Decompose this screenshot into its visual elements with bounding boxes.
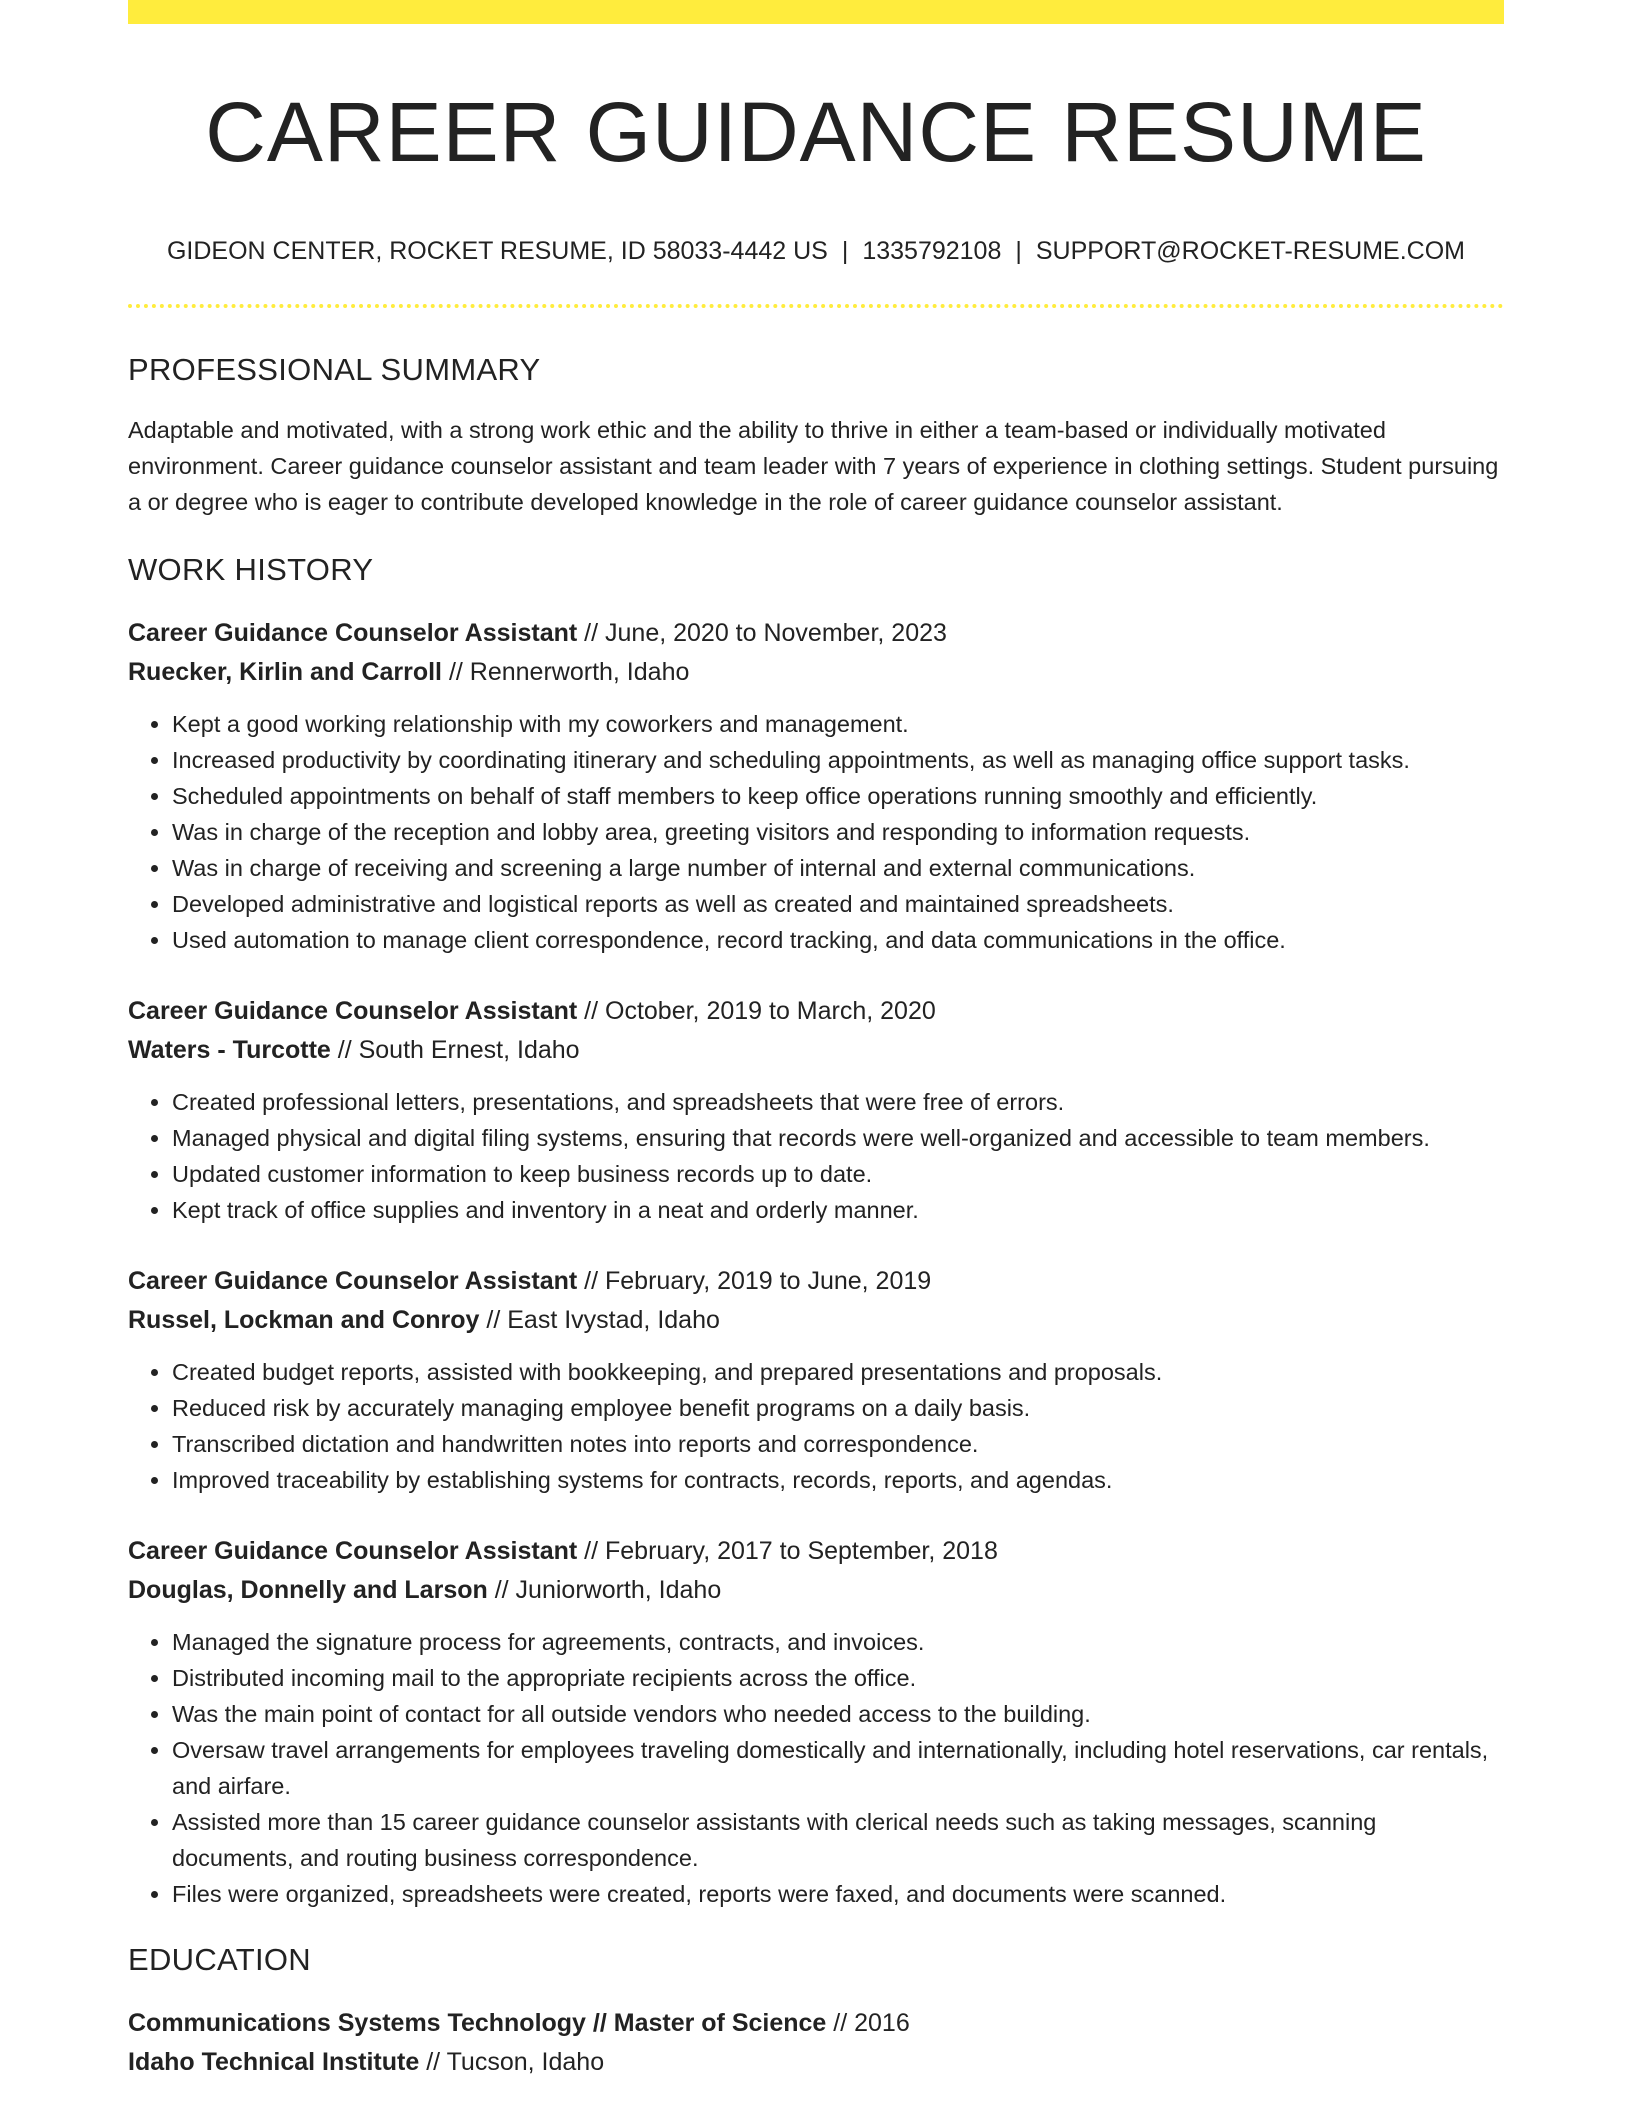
job-duties-list	[128, 706, 1504, 958]
job-duty-item: • Scheduled appointments on behalf of staff members to keep office operations running smoothly and efficiently.	[172, 778, 1504, 814]
job-location: // Rennerworth, Idaho	[448, 658, 690, 687]
job-duty-item: • Managed physical and digital filing systems, ensuring that records were well-organized and accessible to team members.	[172, 1120, 1504, 1156]
job-duty-item: • Files were organized, spreadsheets were created, reports were faxed, and documents were scanned.	[172, 1876, 1504, 1912]
job-duty-item: • Kept a good working relationship with my coworkers and management.	[172, 706, 1504, 742]
contact-separator: |	[1015, 237, 1022, 266]
job-role-line	[128, 1262, 1504, 1301]
job-entry	[128, 1262, 1504, 1498]
job-duty-item: • Created professional letters, presentations, and spreadsheets that were free of errors.	[172, 1084, 1504, 1120]
job-duty-item: • Increased productivity by coordinating itinerary and scheduling appointments, as well as managing office support tasks.	[172, 742, 1504, 778]
job-company-line	[128, 1301, 1504, 1340]
job-location: // East Ivystad, Idaho	[486, 1306, 720, 1335]
job-company: Russel, Lockman and Conroy	[128, 1306, 480, 1335]
job-role-line	[128, 614, 1504, 653]
job-entry	[128, 614, 1504, 958]
job-role-line	[128, 1532, 1504, 1571]
contact-email: SUPPORT@ROCKET-RESUME.COM	[1035, 237, 1466, 266]
job-duty-item: • Was the main point of contact for all outside vendors who needed access to the building.	[172, 1696, 1504, 1732]
job-duties-list	[128, 1354, 1504, 1498]
job-duty-item: • Distributed incoming mail to the appropriate recipients across the office.	[172, 1660, 1504, 1696]
job-duty-item: • Created budget reports, assisted with bookkeeping, and prepared presentations and proposals.	[172, 1354, 1504, 1390]
education-school: Idaho Technical Institute	[128, 2048, 420, 2077]
job-company-line	[128, 1571, 1504, 1610]
job-role: Career Guidance Counselor Assistant	[128, 1537, 578, 1566]
education-degree: Communications Systems Technology // Master of Science	[128, 2009, 827, 2038]
job-company: Ruecker, Kirlin and Carroll	[128, 658, 442, 687]
contact-line	[128, 236, 1504, 266]
job-role-line	[128, 992, 1504, 1031]
job-dates: // October, 2019 to March, 2020	[584, 997, 936, 1026]
job-role: Career Guidance Counselor Assistant	[128, 619, 578, 648]
header-divider	[128, 304, 1504, 308]
education-entry	[128, 2004, 1504, 2082]
job-duty-item: • Assisted more than 15 career guidance counselor assistants with clerical needs such as taking messages, scanning documents, and routing business correspondence.	[172, 1804, 1504, 1876]
job-location: // Juniorworth, Idaho	[494, 1576, 722, 1605]
education-degree-line	[128, 2004, 1504, 2043]
job-dates: // February, 2017 to September, 2018	[584, 1537, 998, 1566]
contact-separator: |	[841, 237, 849, 266]
job-duty-item: • Updated customer information to keep business records up to date.	[172, 1156, 1504, 1192]
work-history-list	[128, 614, 1504, 1912]
job-duty-item: • Used automation to manage client correspondence, record tracking, and data communications in the office.	[172, 922, 1504, 958]
job-company: Waters - Turcotte	[128, 1036, 331, 1065]
contact-phone: 1335792108	[862, 237, 1002, 266]
job-dates: // June, 2020 to November, 2023	[584, 619, 947, 648]
job-company-line	[128, 653, 1504, 692]
job-duty-item: • Transcribed dictation and handwritten notes into reports and correspondence.	[172, 1426, 1504, 1462]
job-entry	[128, 992, 1504, 1228]
job-duty-item: • Kept track of office supplies and inventory in a neat and orderly manner.	[172, 1192, 1504, 1228]
education-year: // 2016	[833, 2009, 910, 2038]
job-duty-item: • Developed administrative and logistical reports as well as created and maintained spreadsheets.	[172, 886, 1504, 922]
job-duty-item: • Oversaw travel arrangements for employees traveling domestically and internationally, including hotel reservations, car rentals, and airfare.	[172, 1732, 1504, 1804]
job-duties-list	[128, 1084, 1504, 1228]
job-duties-list	[128, 1624, 1504, 1912]
job-duty-item: • Managed the signature process for agreements, contracts, and invoices.	[172, 1624, 1504, 1660]
job-company-line	[128, 1031, 1504, 1070]
accent-top-bar	[128, 0, 1504, 24]
summary-text: Adaptable and motivated, with a strong work ethic and the ability to thrive in either a team-based or individually motivated environment. Career guidance counselor assistant and team leader with 7 years of experience in clothing settings. Student pursuing a or degree who is eager to contribute developed knowledge in the role of career guidance counselor assistant.	[128, 417, 1499, 516]
job-location: // South Ernest, Idaho	[337, 1036, 580, 1065]
job-duty-item: • Was in charge of the reception and lobby area, greeting visitors and responding to information requests.	[172, 814, 1504, 850]
job-company: Douglas, Donnelly and Larson	[128, 1576, 488, 1605]
job-duty-item: • Improved traceability by establishing systems for contracts, records, reports, and agendas.	[172, 1462, 1504, 1498]
education-location: // Tucson, Idaho	[426, 2048, 605, 2077]
education-heading: EDUCATION	[128, 1942, 311, 1978]
education-school-line	[128, 2043, 1504, 2082]
job-duty-item: • Was in charge of receiving and screening a large number of internal and external communications.	[172, 850, 1504, 886]
contact-address: GIDEON CENTER, ROCKET RESUME, ID 58033-4442 US	[166, 237, 828, 266]
job-role: Career Guidance Counselor Assistant	[128, 997, 578, 1026]
resume-page	[128, 0, 1504, 2082]
job-entry	[128, 1532, 1504, 1912]
education-list	[128, 2004, 1504, 2082]
work-history-heading: WORK HISTORY	[128, 552, 374, 588]
summary-heading: PROFESSIONAL SUMMARY	[128, 352, 541, 388]
job-duty-item: • Reduced risk by accurately managing employee benefit programs on a daily basis.	[172, 1390, 1504, 1426]
job-dates: // February, 2019 to June, 2019	[584, 1267, 932, 1296]
resume-title: CAREER GUIDANCE RESUME	[205, 85, 1427, 179]
job-role: Career Guidance Counselor Assistant	[128, 1267, 578, 1296]
